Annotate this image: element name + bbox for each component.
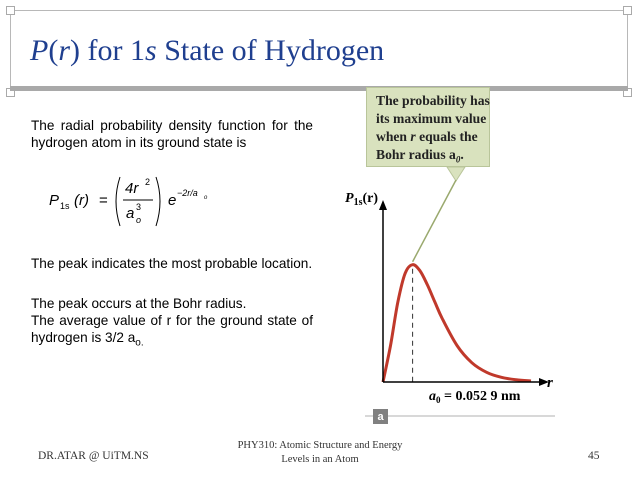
formula-exp-base: e bbox=[168, 192, 177, 209]
footer-author: DR.ATAR @ UiTM.NS bbox=[38, 450, 149, 462]
callout-line-1: The probability has bbox=[376, 93, 490, 108]
frame-right-line bbox=[627, 10, 628, 92]
bohr-paragraph: The peak occurs at the Bohr radius. bbox=[31, 296, 247, 311]
callout-leader-line bbox=[413, 180, 456, 262]
formula-denominator: a bbox=[126, 205, 135, 222]
formula-numerator-exp: 2 bbox=[145, 177, 151, 187]
formula-exponent-sub: o bbox=[204, 195, 208, 201]
peak-paragraph: The peak indicates the most probable location. bbox=[31, 256, 313, 271]
y-axis-arrow-icon bbox=[379, 200, 387, 210]
formula-left-paren bbox=[116, 177, 120, 226]
bohr-radius-annotation: $a_0 = 0.052$ 9 nm bbox=[429, 389, 521, 405]
footer-course: PHY310: Atomic Structure and Energy Levels in an Atom bbox=[237, 440, 403, 465]
formula-right-paren bbox=[156, 177, 160, 226]
radial-probability-formula bbox=[49, 172, 249, 232]
slide-title: P(r) for 1s State of Hydrogen bbox=[30, 34, 385, 67]
callout-line-4: Bohr radius $a_0$. bbox=[376, 147, 464, 165]
x-axis-label: r bbox=[547, 375, 553, 391]
frame-left-line bbox=[10, 10, 11, 92]
formula-subscript: 1s bbox=[60, 201, 70, 211]
frame-corner-square bbox=[6, 6, 15, 15]
probability-chart bbox=[345, 180, 595, 430]
title-underline bbox=[10, 86, 628, 91]
formula-arg: (r) bbox=[74, 192, 89, 209]
frame-top-line bbox=[10, 10, 628, 11]
formula-p: P bbox=[49, 192, 60, 209]
average-paragraph: The average value of r for the ground state of hydrogen is 3/2 $a_{o.}$ bbox=[31, 313, 313, 349]
frame-corner-square bbox=[623, 6, 632, 15]
formula-denominator-sub: o bbox=[136, 215, 142, 225]
formula-numerator: 4r bbox=[125, 180, 139, 197]
intro-paragraph: The radial probability density function for the hydrogen atom in its ground state is bbox=[31, 118, 313, 150]
callout-box bbox=[366, 87, 490, 167]
formula-exponent: −2r/a bbox=[177, 188, 198, 198]
y-axis-label: $P_{1s}(r)$ bbox=[345, 191, 379, 208]
formula-denominator-exp: 3 bbox=[136, 202, 142, 212]
page-number: 45 bbox=[588, 450, 600, 462]
panel-label: a bbox=[377, 411, 384, 423]
probability-curve bbox=[383, 265, 531, 382]
formula-equals: = bbox=[99, 192, 108, 209]
callout-line-3: when r equals the bbox=[376, 129, 478, 144]
callout-line-2: its maximum value bbox=[376, 111, 487, 126]
